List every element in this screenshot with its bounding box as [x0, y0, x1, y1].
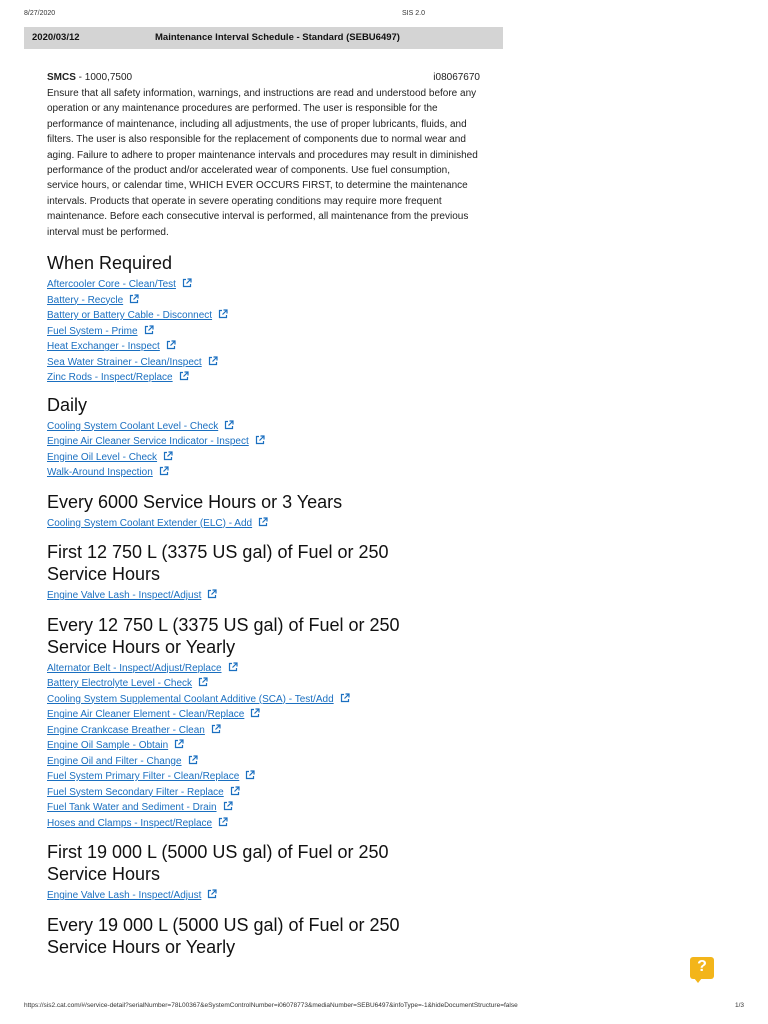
external-link-icon[interactable]	[163, 451, 173, 461]
task-link[interactable]: Sea Water Strainer - Clean/Inspect	[47, 356, 202, 368]
interval-section	[47, 841, 480, 904]
external-link-icon[interactable]	[258, 517, 268, 527]
external-link-icon[interactable]	[207, 889, 217, 899]
task-item	[47, 277, 480, 293]
task-list	[47, 516, 480, 532]
task-list	[47, 588, 480, 604]
task-link[interactable]: Engine Crankcase Breather - Clean	[47, 724, 205, 736]
task-item	[47, 339, 480, 355]
question-mark-icon: ?	[697, 958, 707, 975]
interval-section	[47, 541, 480, 604]
task-item	[47, 516, 480, 532]
task-item	[47, 816, 480, 832]
task-link[interactable]: Alternator Belt - Inspect/Adjust/Replace	[47, 662, 222, 674]
task-item	[47, 308, 480, 324]
interval-sections	[47, 252, 480, 958]
external-link-icon[interactable]	[223, 801, 233, 811]
task-item	[47, 324, 480, 340]
external-link-icon[interactable]	[230, 786, 240, 796]
task-item	[47, 370, 480, 386]
task-item	[47, 355, 480, 371]
task-link[interactable]: Cooling System Coolant Level - Check	[47, 420, 219, 432]
section-heading: Every 12 750 L (3375 US gal) of Fuel or 250 Service Hours or Yearly	[47, 614, 400, 657]
task-item	[47, 785, 480, 801]
speech-tail	[694, 978, 702, 983]
task-item	[47, 723, 480, 739]
app-name: SIS 2.0	[402, 10, 425, 17]
task-item	[47, 419, 480, 435]
task-item	[47, 676, 480, 692]
task-list	[47, 277, 480, 386]
task-link[interactable]: Heat Exchanger - Inspect	[47, 341, 160, 353]
task-link[interactable]: Aftercooler Core - Clean/Test	[47, 279, 176, 291]
external-link-icon[interactable]	[250, 708, 260, 718]
task-link[interactable]: Battery Electrolyte Level - Check	[47, 678, 193, 690]
task-link[interactable]: Zinc Rods - Inspect/Replace	[47, 372, 173, 384]
task-link[interactable]: Cooling System Coolant Extender (ELC) - Add	[47, 517, 253, 529]
print-date: 8/27/2020	[24, 10, 56, 17]
task-link[interactable]: Fuel Tank Water and Sediment - Drain	[47, 802, 217, 814]
section-heading: Daily	[47, 394, 88, 415]
task-item	[47, 800, 480, 816]
interval-section	[47, 914, 480, 958]
external-link-icon[interactable]	[224, 420, 234, 430]
task-item	[47, 738, 480, 754]
document-date: 2020/03/12	[32, 32, 80, 43]
page-url: https://sis2.cat.com/#/service-detail?serialNumber=78L00367&eSystemControlNumber=i06078773&mediaNumber=SEBU6497&infoType=-1&hideDocumentStructure=false	[24, 1002, 518, 1009]
task-item	[47, 769, 480, 785]
task-item	[47, 293, 480, 309]
page-number: 1/3	[734, 1002, 744, 1009]
task-item	[47, 888, 480, 904]
task-item	[47, 661, 480, 677]
external-link-icon[interactable]	[245, 770, 255, 780]
interval-section	[47, 252, 480, 386]
task-item	[47, 754, 480, 770]
help-button[interactable]	[690, 957, 714, 979]
task-item	[47, 465, 480, 481]
task-link[interactable]: Engine Oil and Filter - Change	[47, 755, 182, 767]
external-link-icon[interactable]	[208, 356, 218, 366]
external-link-icon[interactable]	[218, 817, 228, 827]
task-link[interactable]: Fuel System Primary Filter - Clean/Replace	[47, 771, 240, 783]
section-heading: Every 19 000 L (5000 US gal) of Fuel or 250 Service Hours or Yearly	[47, 914, 400, 957]
intro-paragraph: Ensure that all safety information, warnings, and instructions are read and understood before any operation or any maintenance procedures are performed. The user is responsible for the performance of maintenance, including all adjustments, the use of proper lubricants, fluids, and filters. The user is also responsible for the replacement of components due to normal wear and aging. Failure to adhere to proper maintenance intervals and procedures may result in diminished performance of the product and/or accelerated wear of components. Use fuel consumption, service hours, or calendar time, WHICH EVER OCCURS FIRST, to determine the maintenance intervals. Products that operate in severe operating conditions may require more frequent maintenance. Before each consecutive interval is performed, all maintenance from the previous interval must be performed.	[47, 88, 478, 238]
external-link-icon[interactable]	[198, 677, 208, 687]
external-link-icon[interactable]	[211, 724, 221, 734]
task-link[interactable]: Engine Valve Lash - Inspect/Adjust	[47, 590, 202, 602]
task-link[interactable]: Engine Oil Sample - Obtain	[47, 740, 169, 752]
smcs-value: - 1000,7500	[75, 72, 133, 83]
document-id: i08067670	[433, 72, 480, 83]
task-link[interactable]: Battery or Battery Cable - Disconnect	[47, 310, 213, 322]
external-link-icon[interactable]	[174, 739, 184, 749]
external-link-icon[interactable]	[207, 589, 217, 599]
task-link[interactable]: Cooling System Supplemental Coolant Additive (SCA) - Test/Add	[47, 693, 334, 705]
task-link[interactable]: Battery - Recycle	[47, 294, 124, 306]
external-link-icon[interactable]	[182, 278, 192, 288]
task-item	[47, 434, 480, 450]
task-link[interactable]: Fuel System Secondary Filter - Replace	[47, 786, 224, 798]
external-link-icon[interactable]	[228, 662, 238, 672]
interval-section	[47, 491, 480, 532]
task-link[interactable]: Hoses and Clamps - Inspect/Replace	[47, 817, 213, 829]
task-list	[47, 419, 480, 481]
task-link[interactable]: Engine Air Cleaner Element - Clean/Replace	[47, 709, 245, 721]
smcs-row	[47, 71, 480, 85]
section-heading: When Required	[47, 253, 173, 274]
task-link[interactable]: Walk-Around Inspection	[47, 467, 153, 479]
task-list	[47, 888, 480, 904]
task-item	[47, 588, 480, 604]
document-title: Maintenance Interval Schedule - Standard (SEBU6497)	[155, 32, 400, 43]
section-heading: First 19 000 L (5000 US gal) of Fuel or 250 Service Hours	[47, 842, 389, 885]
document-content	[47, 71, 480, 961]
external-link-icon[interactable]	[166, 340, 176, 350]
section-heading: First 12 750 L (3375 US gal) of Fuel or 250 Service Hours	[47, 542, 389, 585]
task-item	[47, 692, 480, 708]
external-link-icon[interactable]	[218, 309, 228, 319]
task-link[interactable]: Engine Valve Lash - Inspect/Adjust	[47, 890, 202, 902]
external-link-icon[interactable]	[179, 371, 189, 381]
external-link-icon[interactable]	[255, 435, 265, 445]
task-list	[47, 661, 480, 832]
section-heading: Every 6000 Service Hours or 3 Years	[47, 491, 343, 512]
external-link-icon[interactable]	[188, 755, 198, 765]
smcs-label: SMCS	[47, 72, 76, 83]
task-link[interactable]: Fuel System - Prime	[47, 325, 138, 337]
external-link-icon[interactable]	[340, 693, 350, 703]
external-link-icon[interactable]	[129, 294, 139, 304]
document-title-bar	[24, 27, 503, 49]
task-link[interactable]: Engine Oil Level - Check	[47, 451, 158, 463]
external-link-icon[interactable]	[144, 325, 154, 335]
interval-section	[47, 394, 480, 481]
interval-section	[47, 614, 480, 832]
task-item	[47, 450, 480, 466]
task-link[interactable]: Engine Air Cleaner Service Indicator - Inspect	[47, 436, 249, 448]
task-item	[47, 707, 480, 723]
external-link-icon[interactable]	[159, 466, 169, 476]
